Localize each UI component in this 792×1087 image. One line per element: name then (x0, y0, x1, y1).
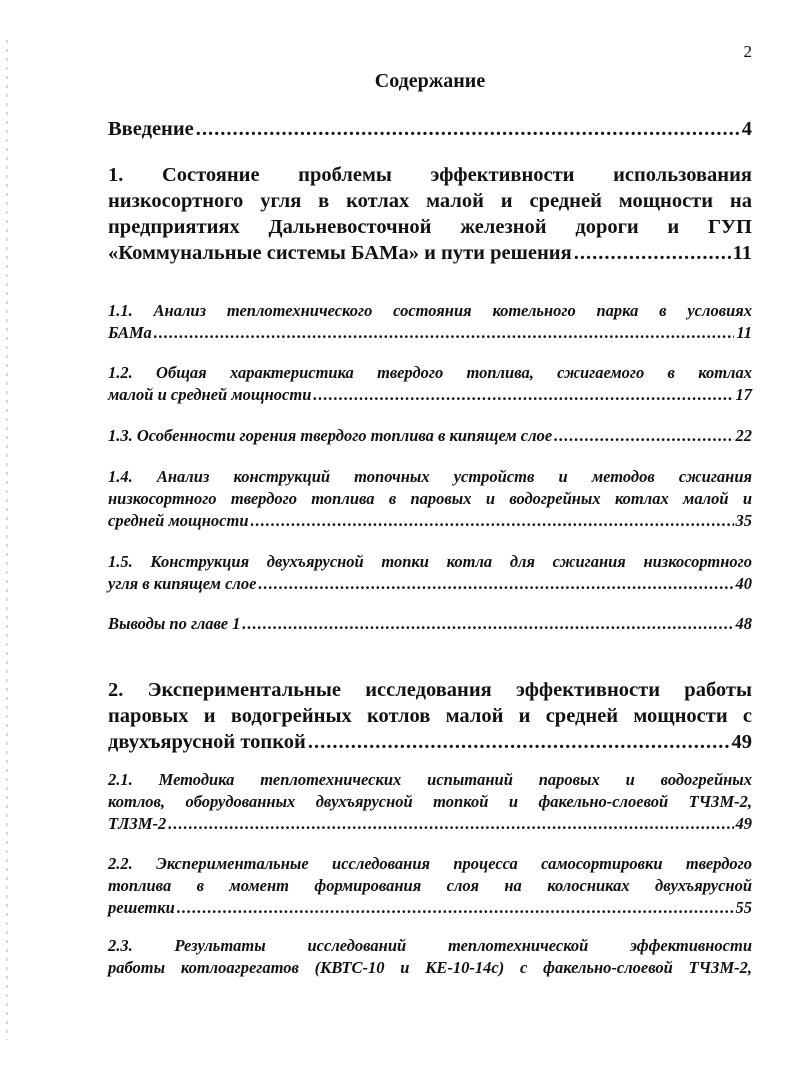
toc-line-last (108, 729, 752, 755)
toc-page: 49 (731, 731, 752, 753)
toc-label: «Коммунальные системы БАМа» и пути решения (108, 242, 572, 264)
toc-line: 2.1. Методика теплотехнических испытаний паровых и водогрейных (108, 770, 752, 789)
toc-page: 48 (735, 614, 752, 633)
toc-label: ТЛЗМ-2 (108, 814, 167, 833)
toc-page: 4 (741, 118, 752, 140)
scan-edge-artifact (6, 40, 8, 1040)
toc-line: работы котлоагрегатов (КВТС-10 и КЕ-10-14с) с факельно-слоевой ТЧЗМ-2, (108, 958, 752, 977)
toc-page: 35 (735, 511, 752, 530)
toc-line: 1. Состояние проблемы эффективности использования (108, 164, 752, 186)
toc-label: Выводы по главе 1 (108, 614, 241, 633)
leader-dots (251, 510, 734, 532)
toc-label: решетки (108, 898, 175, 917)
toc-line: 2.3. Результаты исследований теплотехнической эффективности (108, 936, 752, 955)
toc-entry-chapter-2[interactable] (108, 677, 752, 755)
toc-entry-1-5[interactable] (108, 551, 752, 595)
toc-page: 55 (735, 898, 752, 917)
page-number: 2 (743, 42, 752, 61)
toc-label: БАМа (108, 323, 152, 342)
toc-line-last (108, 573, 752, 595)
toc-label: двухъярусной топкой (108, 731, 306, 753)
toc-entry-intro[interactable] (108, 116, 752, 142)
toc-line: 1.2. Общая характеристика твердого топлива, сжигаемого в котлах (108, 363, 752, 382)
toc-label: малой и средней мощности (108, 385, 312, 404)
toc-label: угля в кипящем слое (108, 574, 257, 593)
leader-dots (313, 384, 733, 406)
toc-page: 49 (735, 814, 752, 833)
toc-line: 1.4. Анализ конструкций топочных устройств и методов сжигания (108, 467, 752, 486)
toc-line-last (108, 897, 752, 919)
toc-entry-2-1[interactable] (108, 769, 752, 835)
leader-dots (308, 729, 730, 755)
toc-label: 1.3. Особенности горения твердого топлива в кипящем слое (108, 426, 553, 445)
toc-entry-2-3[interactable] (108, 935, 752, 979)
toc-page: 22 (735, 426, 752, 445)
toc-entry-1-3[interactable] (108, 425, 752, 447)
toc-line: предприятиях Дальневосточной железной дороги и ГУП (108, 216, 752, 238)
leader-dots (154, 322, 735, 344)
leader-dots (258, 573, 733, 595)
toc-line: низкосортного угля в котлах малой и средней мощности на (108, 190, 752, 212)
toc-page: 11 (736, 323, 752, 342)
toc-entry-conclusions-1[interactable] (108, 613, 752, 635)
toc-entry-1-4[interactable] (108, 466, 752, 532)
toc-page: 40 (735, 574, 752, 593)
leader-dots (554, 425, 733, 447)
toc-line: 2. Экспериментальные исследования эффективности работы (108, 679, 752, 701)
leader-dots (196, 116, 740, 142)
toc-line-last (108, 510, 752, 532)
toc-line-last (108, 322, 752, 344)
toc-line: топлива в момент формирования слоя на колосниках двухъярусной (108, 876, 752, 895)
toc-line: 2.2. Экспериментальные исследования процесса самосортировки твердого (108, 854, 752, 873)
toc-line-last (108, 813, 752, 835)
toc-label: Введение (108, 118, 194, 140)
page-title: Содержание (374, 70, 486, 92)
toc-page: 17 (735, 385, 752, 404)
toc-line: паровых и водогрейных котлов малой и средней мощности с (108, 705, 752, 727)
leader-dots (242, 613, 733, 635)
toc-line: 1.5. Конструкция двухъярусной топки котла для сжигания низкосортного (108, 552, 752, 571)
toc-entry-2-2[interactable] (108, 853, 752, 919)
leader-dots (168, 813, 733, 835)
toc-line-last (108, 384, 752, 406)
toc-line: котлов, оборудованных двухъярусной топкой и факельно-слоевой ТЧЗМ-2, (108, 792, 752, 811)
toc-line-last (108, 240, 752, 266)
leader-dots (177, 897, 734, 919)
leader-dots (574, 240, 731, 266)
toc-line: 1.1. Анализ теплотехнического состояния котельного парка в условиях (108, 301, 752, 320)
toc-entry-chapter-1[interactable] (108, 162, 752, 266)
toc-page: 11 (732, 242, 752, 264)
toc-entry-1-2[interactable] (108, 362, 752, 406)
toc-line: низкосортного твердого топлива в паровых и водогрейных котлах малой и (108, 489, 752, 508)
toc-entry-1-1[interactable] (108, 300, 752, 344)
toc-label: средней мощности (108, 511, 249, 530)
